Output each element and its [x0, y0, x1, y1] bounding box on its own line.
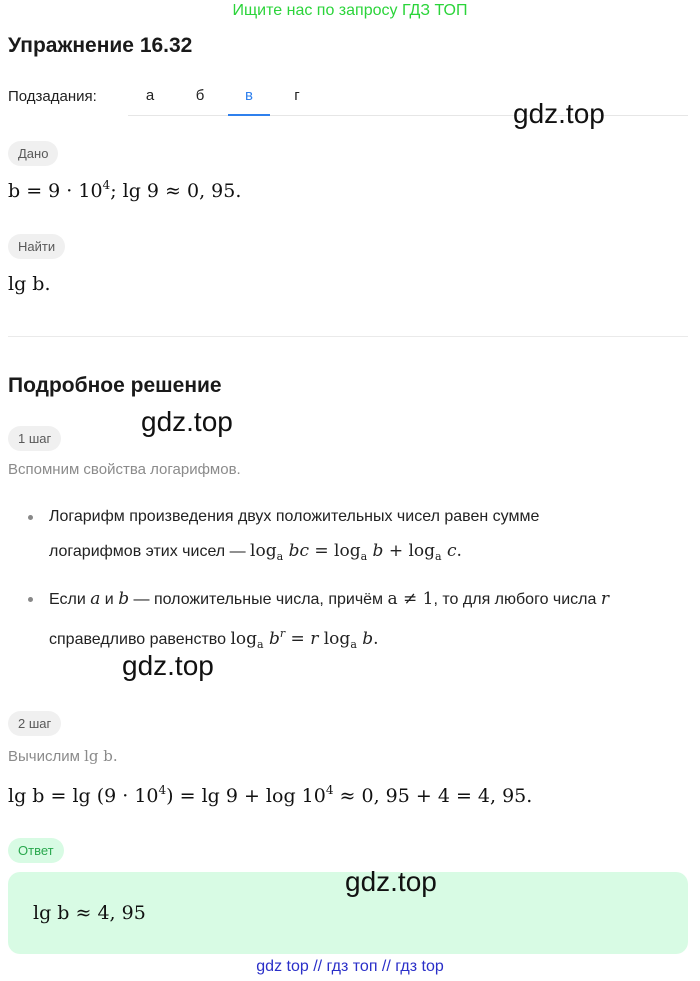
- step2-text-prefix: Вычислим: [8, 748, 85, 765]
- var-b: b: [118, 589, 130, 609]
- section-divider: [8, 336, 688, 337]
- bullet2-line2: справедливо равенство: [49, 631, 231, 648]
- step2-formula: [8, 783, 532, 807]
- bullet-product-rule: [8, 500, 688, 574]
- bullet2-text-b: и: [100, 591, 119, 608]
- watermark: gdz.top: [513, 98, 605, 129]
- step2-formula-b: ) = lg 9 + log 10: [166, 785, 326, 807]
- watermark: gdz.top: [122, 650, 214, 681]
- step2-formula-a: lg b = lg (9 · 10: [8, 785, 159, 807]
- bullet2-text-d: , то для любого числа: [433, 591, 601, 608]
- bullet-dot: [28, 515, 33, 520]
- given-b-exp: 4: [102, 178, 111, 192]
- bullet1-line1: Логарифм произведения двух положительных чисел равен сумме: [49, 508, 540, 525]
- find-badge: Найти: [8, 234, 65, 259]
- step2-exp-1: 4: [158, 783, 167, 797]
- bullet-dot: [28, 597, 33, 602]
- given-badge: Дано: [8, 141, 58, 166]
- answer-badge: Ответ: [8, 838, 64, 863]
- step2-text-math: lg b.: [84, 747, 118, 765]
- solution-title: Подробное решение: [8, 374, 222, 397]
- step2-formula-c: ≈ 0, 95 + 4 = 4, 95.: [333, 785, 533, 807]
- tab-b[interactable]: б: [195, 87, 205, 104]
- footer-links[interactable]: gdz top // гдз топ // гдз top: [256, 958, 444, 975]
- bullet2-text-c: — положительные числа, причём: [129, 591, 388, 608]
- bullet-power-rule: [8, 582, 688, 662]
- step1-badge: 1 шаг: [8, 426, 61, 451]
- bullet2-formula: $\log_a b^r = r$ $\log_a b$.: [230, 627, 379, 651]
- tab-g[interactable]: г: [294, 87, 300, 104]
- find-formula: lg b.: [8, 273, 51, 295]
- var-r: r: [600, 589, 609, 609]
- var-a: a: [90, 589, 101, 609]
- step2-exp-2: 4: [325, 783, 334, 797]
- given-b-eq: b = 9 · 10: [8, 180, 103, 202]
- condition: a ≠ 1: [387, 589, 434, 609]
- subtasks-label: Подзадания:: [8, 88, 97, 105]
- step1-text: Вспомним свойства логарифмов.: [8, 461, 241, 478]
- given-rest: ; lg 9 ≈ 0, 95.: [110, 180, 242, 202]
- watermark: gdz.top: [141, 406, 233, 437]
- exercise-title: Упражнение 16.32: [8, 34, 193, 57]
- answer-value: lg b ≈ 4, 95: [33, 902, 146, 924]
- step2-badge: 2 шаг: [8, 711, 61, 736]
- watermark: gdz.top: [345, 866, 437, 897]
- bullet1-formula: $\log_a$ bc = $\log_a b + \log_a c$.: [250, 541, 462, 563]
- tab-a[interactable]: а: [145, 87, 155, 104]
- bullet1-line2: логарифмов этих чисел —: [49, 543, 251, 560]
- given-formula: [8, 178, 241, 202]
- tab-v[interactable]: в: [228, 86, 270, 116]
- bullet2-text-a: Если: [49, 591, 91, 608]
- step2-text: [8, 747, 118, 765]
- search-banner: Ищите нас по запросу ГДЗ ТОП: [232, 2, 468, 19]
